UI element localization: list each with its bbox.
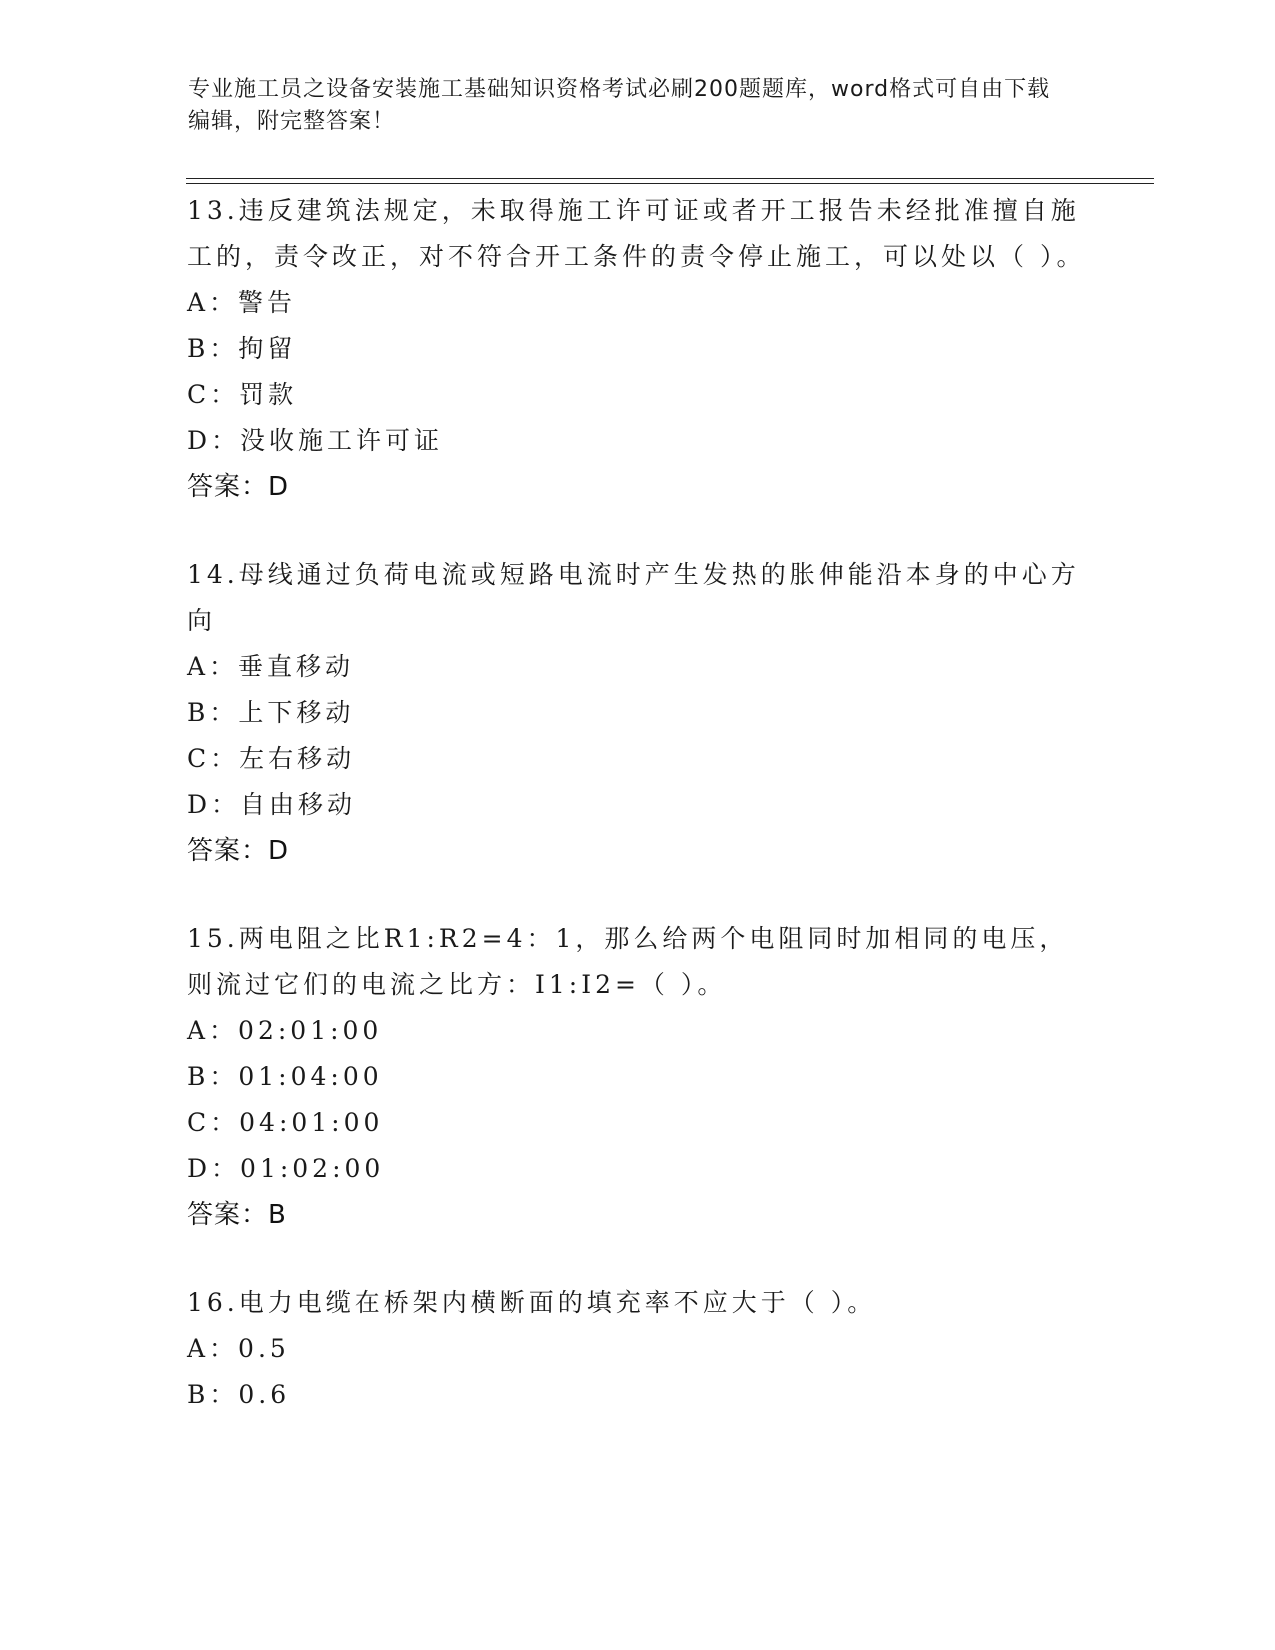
option-a: A：02:01:00 xyxy=(187,1016,383,1045)
option-d: D：01:02:00 xyxy=(187,1154,385,1183)
option-c: C：罚款 xyxy=(187,380,298,409)
option-c: C：04:01:00 xyxy=(187,1108,384,1137)
question-15 xyxy=(187,916,1087,1238)
question-list xyxy=(187,188,1087,1418)
header-divider-top xyxy=(186,178,1154,179)
option-a: A：垂直移动 xyxy=(187,652,355,681)
option-c: C：左右移动 xyxy=(187,744,356,773)
question-16 xyxy=(187,1280,1087,1418)
question-stem: 15.两电阻之比R1:R2=4：1，那么给两个电阻同时加相同的电压，则流过它们的电流之比方：I1:I2=（ ）。 xyxy=(187,924,1069,999)
question-stem: 14.母线通过负荷电流或短路电流时产生发热的胀伸能沿本身的中心方向 xyxy=(187,560,1080,635)
option-a: A：0.5 xyxy=(187,1334,290,1363)
option-b: B：上下移动 xyxy=(187,698,355,727)
document-header: 专业施工员之设备安装施工基础知识资格考试必刷200题题库，word格式可自由下载编辑，附完整答案！ xyxy=(188,77,1051,134)
answer-line: 答案：D xyxy=(187,836,290,866)
answer-line: 答案：D xyxy=(187,472,290,502)
option-b: B：01:04:00 xyxy=(187,1062,383,1091)
option-a: A：警告 xyxy=(187,288,297,317)
question-stem: 13.违反建筑法规定，未取得施工许可证或者开工报告未经批准擅自施工的，责令改正，对不符合开工条件的责令停止施工，可以处以（ ）。 xyxy=(187,196,1086,271)
option-d: D：没收施工许可证 xyxy=(187,426,444,455)
answer-line: 答案：B xyxy=(187,1200,287,1230)
question-13 xyxy=(187,188,1087,510)
option-b: B：拘留 xyxy=(187,334,297,363)
question-14 xyxy=(187,552,1087,874)
header-divider-bottom xyxy=(186,183,1154,184)
option-b: B：0.6 xyxy=(187,1380,291,1409)
question-stem: 16.电力电缆在桥架内横断面的填充率不应大于（ ）。 xyxy=(187,1288,877,1317)
option-d: D：自由移动 xyxy=(187,790,357,819)
